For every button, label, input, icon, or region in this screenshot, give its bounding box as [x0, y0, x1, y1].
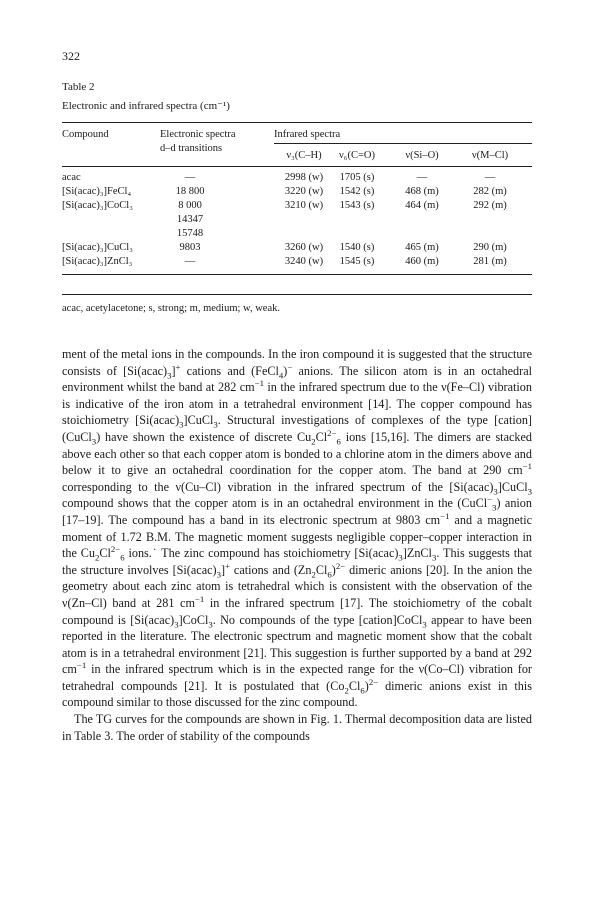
cell-ir-co: 1543 (s)	[339, 200, 375, 211]
cell-ir-mcl: 292 (m)	[473, 200, 507, 211]
cell-ir-sio: 468 (m)	[405, 186, 439, 197]
page-number: 322	[62, 49, 80, 63]
cell-ir-ch: 3210 (w)	[284, 200, 324, 211]
cell-ir-co: 1705 (s)	[339, 172, 375, 183]
header-ir-ch: ν₃(C–H)	[286, 150, 322, 161]
cell-electronic: —	[184, 172, 196, 183]
cell-ir-ch: 3220 (w)	[284, 186, 324, 197]
cell-ir-mcl: —	[484, 172, 496, 183]
cell-ir-ch: 3240 (w)	[284, 256, 324, 267]
cell-ir-ch: 2998 (w)	[284, 172, 324, 183]
cell-compound: [Si(acac)₃]FeCl₄	[62, 186, 132, 197]
table-bottom-rule	[62, 274, 532, 275]
body-text	[62, 346, 532, 744]
cell-electronic: 14347	[176, 214, 204, 225]
paragraph: ment of the metal ions in the compounds. In the iron compound it is suggested that the structure consists of $[Si(acac)_3]^+$ cations and (FeCl$_4$)− anions. The silicon atom is in an octahedral environment whilst the band at 282 $cm^{-1}$ in the infrared spectrum due to the ν(Fe–Cl) vibration is indicative of the iron atom in a tetrahedral environment [14]. The copper compound has stoichiometry $[Si(acac)_3]CuCl_3$. Structural investigations of complexes of the type [cation](CuCl$_3$) have shown the existence of discrete $Cu_2Cl^{2-}_6$ ions [15,16]. The dimers are stacked above each other so that each copper atom is bonded to a chlorine atom in the dimers above and below it to give an octahedral coordination for the copper atom. The band at 290 $cm^{-1}$ corresponding to the ν(Cu–Cl) vibration in the infrared spectrum of the $[Si(acac)_3]CuCl_3$ compound shows that the copper atom is in an octahedral environment in the (CuCl−$_3$) anion [17–19]. The compound has a band in its electronic spectrum at 9803 $cm^{-1}$ and a magnetic moment of 1.72 B.M. The magnetic moment suggests negligible copper–copper interaction in the $Cu_2Cl^{2-}_6$ ions.˙ The zinc compound has stoichiometry $[Si(acac)_3]ZnCl_3$. This suggests that the structure involves $[Si(acac)_3]^+$ cations and $(Zn_2Cl_6)^{2-}$ dimeric anions [20]. In the anion the geometry about each zinc atom is tetrahedral which is consistent with the observation of the ν(Zn–Cl) band at 281 $cm^{-1}$ in the infrared spectrum [17]. The stoichiometry of the cobalt compound is $[Si(acac)_3]CoCl_3$. No compounds of the type [cation]CoCl$_3$ appear to have been reported in the literature. The electronic spectrum and magnetic moment show that the cobalt atom is in a tetrahedral environment [21]. This suggestion is further supported by a band at 292 $cm^{-1}$ in the infrared spectrum which is in the expected range for the ν(Co–Cl) vibration for tetrahedral compounds [21]. It is postulated that $(Co_2Cl_6)^{2-}$ dimeric anions exist in this compound similar to those discussed for the zinc compound.	[62, 347, 533, 710]
cell-electronic: —	[184, 256, 196, 267]
header-ir-mcl: ν(M–Cl)	[471, 150, 509, 161]
cell-compound: [Si(acac)₃]ZnCl₃	[62, 256, 133, 267]
cell-compound: acac	[62, 172, 81, 183]
cell-compound: [Si(acac)₃]CoCl₃	[62, 200, 133, 211]
cell-ir-co: 1542 (s)	[339, 186, 375, 197]
table-footnote: acac, acetylacetone; s, strong; m, medium; w, weak.	[62, 303, 280, 314]
paragraph: The TG curves for the compounds are shown in Fig. 1. Thermal decomposition data are listed in Table 3. The order of stability of the compounds	[62, 712, 532, 743]
cell-ir-co: 1545 (s)	[339, 256, 375, 267]
cell-ir-ch: 3260 (w)	[284, 242, 324, 253]
table-caption: Electronic and infrared spectra (cm⁻¹)	[62, 100, 230, 112]
cell-compound: [Si(acac)₃]CuCl₃	[62, 242, 133, 253]
cell-ir-mcl: 281 (m)	[473, 256, 507, 267]
cell-ir-sio: —	[416, 172, 428, 183]
table-bottom-rule-2	[62, 294, 532, 295]
header-ir-sio: ν(Si–O)	[405, 150, 439, 161]
cell-electronic: 15748	[176, 228, 204, 239]
cell-electronic: 8 000	[178, 200, 202, 211]
cell-ir-co: 1540 (s)	[339, 242, 375, 253]
cell-ir-mcl: 290 (m)	[473, 242, 507, 253]
header-electronic-2: d–d transitions	[160, 143, 223, 154]
cell-ir-mcl: 282 (m)	[473, 186, 507, 197]
header-ir-co: ν₆(C=O)	[339, 150, 375, 161]
cell-ir-sio: 465 (m)	[405, 242, 439, 253]
cell-electronic: 9803	[179, 242, 201, 253]
infrared-subheader-rule	[274, 143, 532, 144]
cell-electronic: 18 800	[175, 186, 205, 197]
header-infrared: Infrared spectra	[274, 129, 341, 140]
header-electronic-1: Electronic spectra	[160, 129, 236, 140]
table-header-rule	[62, 166, 532, 167]
cell-ir-sio: 464 (m)	[405, 200, 439, 211]
cell-ir-sio: 460 (m)	[405, 256, 439, 267]
header-compound: Compound	[62, 129, 109, 140]
table-label: Table 2	[62, 81, 95, 93]
table-top-rule	[62, 122, 532, 123]
